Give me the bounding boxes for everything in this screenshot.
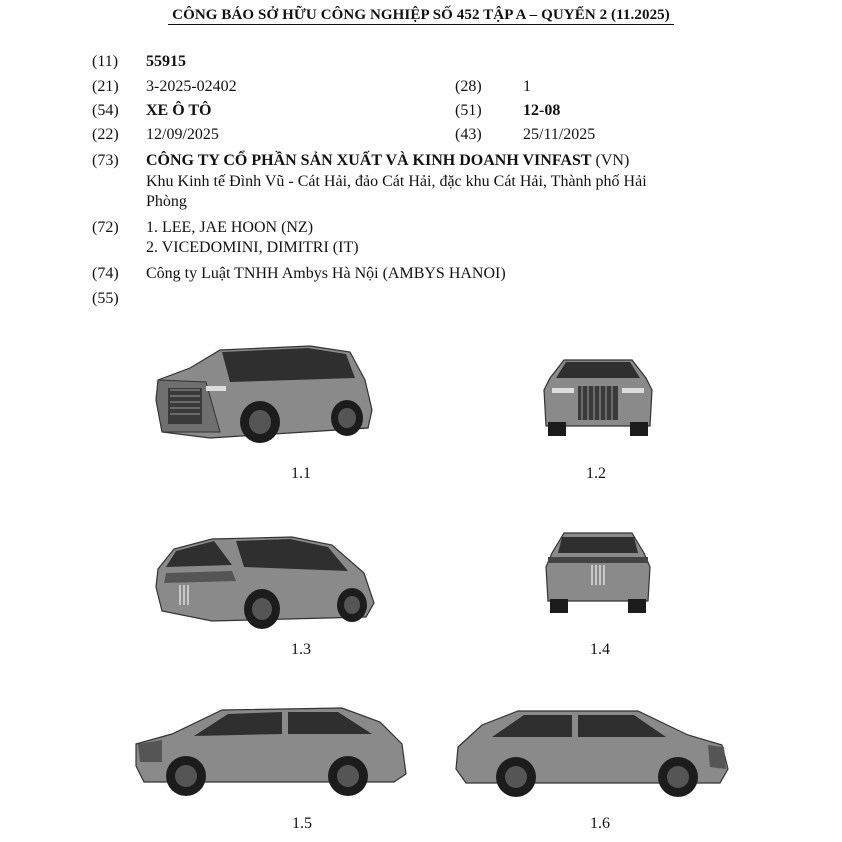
code-21: (21) <box>92 78 119 95</box>
code-73: (73) <box>92 152 119 169</box>
inventor-1: 1. LEE, JAE HOON (NZ) <box>146 219 314 236</box>
code-54: (54) <box>92 102 119 119</box>
figure-1-4-caption: 1.4 <box>590 641 610 658</box>
figure-1-1-caption: 1.1 <box>291 465 311 482</box>
filing-date: 12/09/2025 <box>146 126 219 143</box>
application-number: 3-2025-02402 <box>146 78 237 95</box>
figure-1-3-caption: 1.3 <box>291 641 311 658</box>
design-title: XE Ô TÔ <box>146 102 212 119</box>
registration-number: 55915 <box>146 53 186 70</box>
owner-name: CÔNG TY CỔ PHẦN SẢN XUẤT VÀ KINH DOANH VINFAST <box>146 152 592 169</box>
inventor-2: 2. VICEDOMINI, DIMITRI (IT) <box>146 239 359 256</box>
code-51: (51) <box>455 102 482 119</box>
owner-address-line1: Khu Kinh tế Đình Vũ - Cát Hải, đảo Cát Hải, đặc khu Cát Hải, Thành phố Hải <box>146 173 647 190</box>
figure-1-5-caption: 1.5 <box>292 815 312 832</box>
locarno-class: 12-08 <box>523 102 561 119</box>
figure-1-6-car-image <box>452 703 732 801</box>
figure-1-1-car-image <box>150 340 380 448</box>
gazette-title: CÔNG BÁO SỞ HỮU CÔNG NGHIỆP SỐ 452 TẬP A – QUYỂN 2 (11.2025) <box>168 7 674 25</box>
figure-1-6-caption: 1.6 <box>590 815 610 832</box>
code-28: (28) <box>455 78 482 95</box>
owner <box>146 151 629 171</box>
figure-1-2-caption: 1.2 <box>586 465 606 482</box>
owner-country: (VN) <box>595 152 630 169</box>
figure-1-5-car-image <box>132 700 412 800</box>
figure-1-3-car-image <box>152 525 382 633</box>
code-22: (22) <box>92 126 119 143</box>
code-55: (55) <box>92 290 119 307</box>
figure-1-4-car-image <box>538 527 658 615</box>
design-count: 1 <box>523 78 531 95</box>
code-74: (74) <box>92 265 119 282</box>
owner-address-line2: Phòng <box>146 193 187 210</box>
publication-date: 25/11/2025 <box>523 126 596 143</box>
code-72: (72) <box>92 219 119 236</box>
agent: Công ty Luật TNHH Ambys Hà Nội (AMBYS HANOI) <box>146 265 506 282</box>
gazette-header <box>0 6 842 24</box>
code-11: (11) <box>92 53 119 70</box>
figure-1-2-car-image <box>538 350 658 438</box>
code-43: (43) <box>455 126 482 143</box>
